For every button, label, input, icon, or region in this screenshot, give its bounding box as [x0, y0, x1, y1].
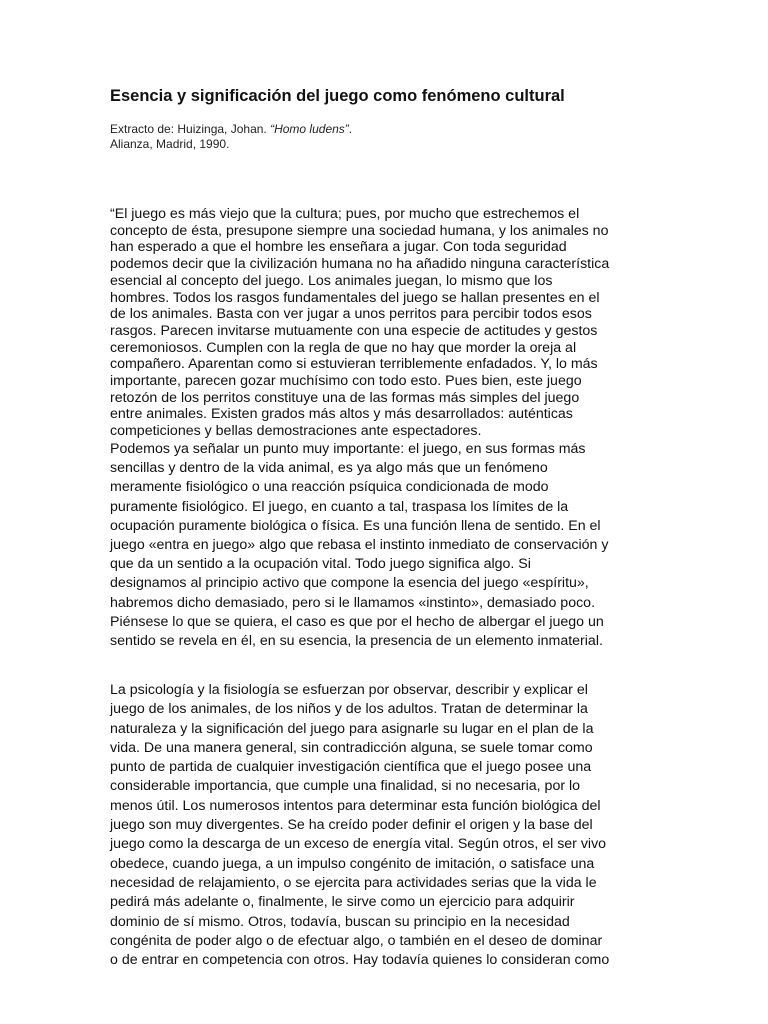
- text-line: obedece, cuando juega, a un impulso congénito de imitación, o satisface una: [110, 855, 595, 872]
- text-line: juego «entra en juego» algo que rebasa el instinto inmediato de conservación y: [110, 537, 609, 554]
- source-book-title: “Homo ludens”: [270, 122, 349, 136]
- text-line: designamos al principio activo que compone la esencia del juego «espíritu»,: [110, 575, 589, 592]
- text-line: meramente fisiológico o una reacción psíquica condicionada de modo: [110, 479, 549, 496]
- text-line: habremos dicho demasiado, pero si le llamamos «instinto», demasiado poco.: [110, 594, 596, 611]
- text-line: Piénsese lo que se quiera, el caso es que por el hecho de albergar el juego un: [110, 613, 604, 630]
- text-line: importante, parecen gozar muchísimo con todo esto. Pues bien, este juego: [110, 373, 582, 390]
- text-line: rasgos. Parecen invitarse mutuamente con una especie de actitudes y gestos: [110, 322, 598, 339]
- text-line: o de entrar en competencia con otros. Hay todavía quienes lo consideran como: [110, 952, 610, 969]
- text-line: congénita de poder algo o de efectuar algo, o también en el deseo de dominar: [110, 932, 603, 949]
- text-line: competiciones y bellas demostraciones ante espectadores.: [110, 423, 482, 440]
- text-line: Podemos ya señalar un punto muy importante: el juego, en sus formas más: [110, 441, 586, 457]
- text-line: compañero. Aparentan como si estuvieran terriblemente enfadados. Y, lo más: [110, 356, 598, 373]
- text-line: han esperado a que el hombre les enseñara a jugar. Con toda seguridad: [110, 239, 567, 256]
- text-line: La psicología y la fisiología se esfuerzan por observar, describir y explicar el: [110, 682, 588, 698]
- text-line: sencillas y dentro de la vida animal, es ya algo más que un fenómeno: [110, 460, 548, 477]
- text-line: juego de los animales, de los niños y de los adultos. Tratan de determinar la: [110, 701, 588, 718]
- text-line: menos útil. Los numerosos intentos para determinar esta función biológica del: [110, 797, 601, 814]
- document-title: Esencia y significación del juego como fenómeno cultural: [110, 87, 565, 105]
- text-line: entre animales. Existen grados más altos y más desarrollados: auténticas: [110, 406, 573, 423]
- text-line: “El juego es más viejo que la cultura; pues, por mucho que estrechemos el: [110, 206, 580, 222]
- text-line: juego son muy divergentes. Se ha creído poder definir el origen y la base del: [110, 817, 593, 834]
- text-line: que da un sentido a la ocupación vital. Todo juego significa algo. Si: [110, 556, 531, 573]
- source-prefix: Extracto de: Huizinga, Johan.: [110, 122, 271, 136]
- text-line: punto de partida de cualquier investigación científica que el juego posee una: [110, 759, 592, 776]
- text-line: retozón de los perritos constituye una de las formas más simples del juego: [110, 389, 580, 406]
- text-line: dominio de sí mismo. Otros, todavía, buscan su principio en la necesidad: [110, 913, 570, 930]
- source-line-2: Alianza, Madrid, 1990.: [110, 136, 230, 151]
- text-line: sentido se revela en él, en su esencia, la presencia de un elemento inmaterial.: [110, 633, 603, 650]
- paragraph-3: [110, 681, 670, 970]
- text-line: pedirá más adelante o, finalmente, le sirve como un ejercicio para adquirir: [110, 894, 575, 911]
- text-line: juego como la descarga de un exceso de energía vital. Según otros, el ser vivo: [110, 836, 607, 853]
- text-line: puramente fisiológico. El juego, en cuanto a tal, traspasa los límites de la: [110, 498, 569, 515]
- text-line: ocupación puramente biológica o física. Es una función llena de sentido. En el: [110, 517, 601, 534]
- text-line: considerable importancia, que cumple una finalidad, si no necesaria, por lo: [110, 778, 581, 795]
- text-line: ceremoniosos. Cumplen con la regla de que no hay que morder la oreja al: [110, 339, 577, 356]
- source-suffix: .: [348, 122, 353, 136]
- paragraph-2: [110, 440, 670, 651]
- paragraph-1: [110, 206, 670, 440]
- text-line: podemos decir que la civilización humana no ha añadido ninguna característica: [110, 256, 610, 273]
- source-citation: [110, 122, 352, 151]
- text-line: de los animales. Basta con ver jugar a unos perritos para percibir todos esos: [110, 306, 592, 323]
- text-line: concepto de ésta, presupone siempre una sociedad humana, y los animales no: [110, 222, 609, 239]
- text-line: hombres. Todos los rasgos fundamentales del juego se hallan presentes en el: [110, 289, 600, 306]
- text-line: esencial al concepto del juego. Los animales juegan, lo mismo que los: [110, 272, 553, 289]
- text-line: necesidad de relajamiento, o se ejercita para actividades serias que la vida le: [110, 874, 597, 891]
- text-line: naturaleza y la significación del juego para asignarle su lugar en el plan de la: [110, 720, 594, 737]
- text-line: vida. De una manera general, sin contradicción alguna, se suele tomar como: [110, 739, 593, 756]
- source-line-1: [110, 122, 352, 137]
